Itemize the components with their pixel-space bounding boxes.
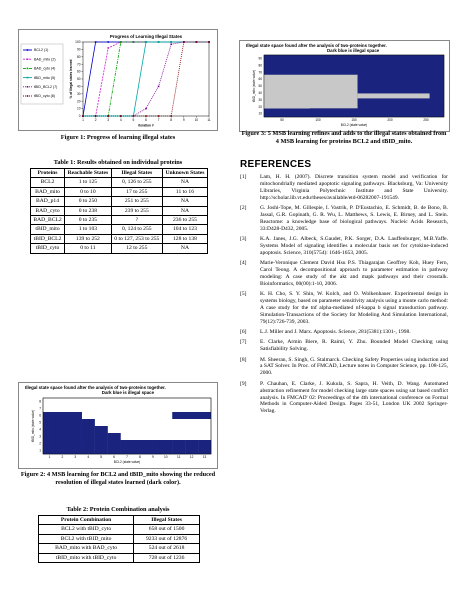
- x-tick-label: 2: [94, 118, 97, 122]
- table-cell: BAD_mito: [31, 187, 65, 196]
- column-header: Unknown States: [162, 169, 207, 178]
- x-axis-label: BCL2 (state value): [340, 123, 368, 127]
- table-cell: 0 to 238: [65, 206, 112, 215]
- table-cell: BAD_p14: [31, 197, 65, 206]
- illegal-cell: [43, 419, 56, 426]
- y-tick-label: 70: [258, 70, 262, 75]
- table-cell: BCL2 with tBID_mito: [39, 534, 134, 543]
- reference-item: [240, 236, 448, 257]
- y-tick-label: 4: [39, 427, 41, 432]
- illegal-cell: [172, 412, 211, 419]
- illegal-cell: [185, 440, 198, 447]
- column-header: Protein Combination: [39, 516, 134, 525]
- reference-number: [3]: [240, 236, 247, 243]
- table-cell: tBID_mito: [31, 225, 65, 234]
- table-cell: NA: [162, 197, 207, 206]
- column-header: Illegal States: [111, 169, 162, 178]
- chart-legend: [21, 44, 63, 104]
- illegal-cell: [69, 419, 82, 426]
- y-tick-label: 20: [258, 104, 262, 109]
- table-row: [39, 534, 200, 543]
- table-cell: 0 to 11: [65, 244, 112, 253]
- legal-region: [264, 96, 325, 99]
- table-cell: 524 out of 2618: [134, 544, 200, 553]
- table-row: [31, 187, 208, 196]
- reference-item: [240, 339, 448, 353]
- legal-region: [264, 84, 343, 87]
- reference-text: K.A. Janes, J.G. Albeck, S.Gaudet, P.K. Sorger, D.A. Lauffenburger, M.B.Yaffe. Systems Model of signaling identifies a molecular basis set for cytokine-induced apoptosis. Science, 310(5754): 1646-1653, 2005.: [260, 236, 448, 256]
- x-tick-label: 7: [157, 118, 160, 122]
- x-tick-label: 9: [182, 118, 185, 122]
- y-axis-label: tBID_mito (state value): [31, 409, 35, 443]
- x-tick-label: 10: [194, 118, 199, 122]
- y-tick-label: 3: [39, 434, 41, 439]
- illegal-cell: [198, 447, 211, 454]
- table2-caption: Table 2: Protein Combination analysis: [66, 506, 170, 513]
- y-tick-label: 8: [39, 399, 41, 404]
- table-row: [39, 553, 200, 562]
- table-cell: 251 to 255: [111, 197, 162, 206]
- illegal-cell: [146, 447, 159, 454]
- y-tick-label: 6: [39, 413, 41, 418]
- data-point: [107, 47, 109, 49]
- reference-item: [240, 381, 448, 416]
- illegal-cell: [56, 440, 69, 447]
- table-row: [31, 244, 208, 253]
- x-tick-label: 6: [145, 118, 147, 122]
- illegal-cell: [95, 433, 108, 440]
- y-tick-label: 10: [76, 106, 81, 111]
- data-point: [183, 41, 185, 43]
- illegal-cell: [121, 440, 134, 447]
- x-tick-label: 13: [202, 455, 207, 459]
- table1: [30, 168, 208, 254]
- figure2-plot: [18, 382, 218, 469]
- table-cell: 0 to 235: [65, 216, 112, 225]
- y-tick-label: 80: [258, 63, 262, 68]
- reference-item: [240, 174, 448, 202]
- illegal-cell: [159, 447, 172, 454]
- legend-marker: [27, 95, 29, 97]
- table-header-row: [31, 169, 208, 178]
- illegal-cell: [69, 426, 82, 433]
- legal-region: [264, 89, 336, 92]
- x-tick-label: 100: [315, 118, 321, 122]
- legal-region: [264, 94, 328, 97]
- x-tick-label: 4: [119, 118, 122, 122]
- legend-label: tBID_mito (5): [34, 75, 56, 80]
- illegal-cell: [95, 447, 108, 454]
- table-row: [31, 225, 208, 234]
- x-axis-label: Iteration #: [138, 123, 154, 128]
- table-cell: 0 to 10: [65, 187, 112, 196]
- illegal-cell: [69, 447, 82, 454]
- table-cell: 17 to 255: [111, 187, 162, 196]
- legend-marker: [27, 49, 29, 51]
- illegal-cell: [43, 440, 56, 447]
- plot-title: Illegal state space found after the analysis of two-proteins together.: [246, 43, 387, 48]
- reference-item: [240, 291, 448, 326]
- illegal-cell: [108, 447, 121, 454]
- x-tick-label: 3: [74, 455, 77, 459]
- legend-label: BAD_cyto (4): [34, 66, 56, 71]
- table-cell: tBID_BCL2: [31, 234, 65, 243]
- reference-text: Lam, H. H. (2007). Discrete transition system model and verification for mitochondrially mediated apoptotic signaling pathways. Blacksburg, Va: University Libraries, Virginia Polytechnic Institute and State University. http://scholar.lib.vt.edu/theses/available/etd-06282007-191549.: [260, 174, 448, 201]
- legal-region: [264, 87, 339, 90]
- legend-marker: [27, 86, 29, 88]
- table-cell: 9233 out of 12876: [134, 534, 200, 543]
- x-tick-label: 5: [132, 118, 135, 122]
- table-cell: 12 to 255: [111, 244, 162, 253]
- x-tick-label: 6: [113, 455, 115, 459]
- illegal-cell: [69, 433, 82, 440]
- illegal-cell: [43, 412, 56, 419]
- legal-region: [264, 106, 310, 109]
- x-tick-label: 5: [100, 455, 103, 459]
- table-cell: 0 to 250: [65, 197, 112, 206]
- data-point: [120, 115, 122, 117]
- table-row: [31, 216, 208, 225]
- y-tick-label: 80: [76, 54, 81, 59]
- table2: [38, 515, 200, 563]
- illegal-cell: [133, 447, 146, 454]
- x-tick-label: 50: [280, 118, 284, 122]
- data-point: [158, 41, 160, 43]
- legend-label: BAD_mito (2): [34, 57, 56, 62]
- data-point: [107, 115, 109, 117]
- table1-wrapper: [30, 168, 208, 254]
- data-point: [145, 41, 147, 43]
- illegal-cell: [198, 440, 211, 447]
- figure3-caption: Figure 3: 5 MSB learning refines and adds to the illegal states obtained from 4 MSB learning for proteins BCL2 and tBID_mito.: [241, 130, 447, 145]
- y-tick-label: 40: [76, 84, 81, 89]
- table-cell: 0, 124 to 255: [111, 225, 162, 234]
- plot-title: Illegal state space found after the analysis of two-proteins together.: [25, 385, 166, 390]
- illegal-cell: [159, 440, 172, 447]
- plot-subtitle: Dark blue is illegal space: [327, 48, 380, 53]
- illegal-cell: [121, 447, 134, 454]
- y-axis-label: % of Illegal states learned: [69, 59, 73, 99]
- x-tick-label: 9: [151, 455, 154, 459]
- y-tick-label: 1: [39, 448, 41, 453]
- y-tick-label: 90: [76, 47, 81, 52]
- illegal-cell: [146, 440, 159, 447]
- table-cell: 658 out of 1500: [134, 525, 200, 534]
- table-cell: 239 to 255: [111, 206, 162, 215]
- figure2-heatmap: [19, 383, 217, 468]
- legend-label: tBID_cyto (8): [34, 94, 55, 99]
- illegal-cell: [69, 412, 82, 419]
- x-tick-label: 4: [87, 455, 90, 459]
- x-axis-label: BCL2 (state value): [113, 460, 141, 464]
- table-cell: BAD_mito with BAD_cyto: [39, 544, 134, 553]
- reference-text: Marie-Veronique Clement David Hsu P.S. Thiagarajan Geoffrey Koh, Huey Fern, Carol Teong. A decompositional approach to parameter estimation in pathway modeling: A case study of the akt and mapk pathways and their crosstalk. Bioinformatics, 00(00):1-10, 2006.: [260, 260, 448, 287]
- chart-title: Progress of Learning Illegal States: [109, 34, 183, 39]
- figure3-heatmap: [240, 41, 449, 131]
- y-tick-label: 70: [76, 62, 81, 67]
- data-point: [120, 41, 122, 43]
- table-cell: 0, 126 to 255: [111, 178, 162, 187]
- illegal-cell: [69, 440, 82, 447]
- x-tick-label: 10: [163, 455, 168, 459]
- legal-region: [264, 101, 317, 104]
- table-cell: 139 to 252: [65, 234, 112, 243]
- x-tick-label: 11: [207, 118, 211, 122]
- table-row: [39, 544, 200, 553]
- x-tick-label: 1: [48, 455, 51, 459]
- legal-region: [264, 92, 332, 95]
- illegal-cell: [172, 440, 185, 447]
- legend-label: BCL2 (1): [34, 48, 49, 53]
- table-cell: BAD_BCL2: [31, 216, 65, 225]
- reference-number: [1]: [240, 174, 247, 180]
- figure1-caption: Figure 1: Progress of learning illegal states: [60, 134, 176, 141]
- reference-text: M. Sheeran, S. Singh, G. Stalmarck. Checking Safety Properties using induction and a SAT Solver. In Proc. of FMCAD, Lecture notes in Computer Science, pp. 108-125, 2000.: [260, 356, 448, 377]
- reference-text: P. Chauhan, E. Clarke, J. Kukula, S. Sapra, H. Veith, D. Wang. Automated abstraction refinement for model checking large state spaces using sat based conflict analysis. In FMCAD' 02: Proceedings of the 4th international conference on Formal Methods in Computer-Aided Design. Pages 33-51, London UK 2002 Springer-Verlag.: [260, 380, 448, 415]
- illegal-cell: [43, 447, 56, 454]
- illegal-cell: [133, 440, 146, 447]
- data-point: [170, 115, 172, 117]
- y-tick-label: 100: [75, 40, 81, 45]
- legal-region: [264, 82, 347, 85]
- x-tick-label: 250: [423, 118, 429, 122]
- references-list: [240, 174, 448, 419]
- legend-label: tBID_BCL2 (7): [34, 85, 58, 89]
- y-tick-label: 20: [76, 99, 81, 104]
- x-tick-label: 150: [351, 118, 357, 122]
- illegal-cell: [95, 440, 108, 447]
- reference-number: [5]: [240, 291, 247, 298]
- column-header: Proteins: [31, 169, 65, 178]
- data-point: [170, 43, 172, 45]
- y-tick-label: 10: [258, 111, 262, 116]
- y-tick-label: 0: [78, 114, 81, 119]
- reference-item: [240, 357, 448, 378]
- table-cell: 0 to 127, 253 to 255: [111, 234, 162, 243]
- y-tick-label: 7: [39, 406, 41, 411]
- y-tick-label: 40: [258, 90, 262, 95]
- table-cell: BCL2: [31, 178, 65, 187]
- data-point: [208, 41, 210, 43]
- y-tick-label: 50: [76, 77, 81, 82]
- illegal-cell: [56, 419, 69, 426]
- table-cell: 1 to 103: [65, 225, 112, 234]
- plot-subtitle: Dark blue is illegal space: [101, 390, 155, 395]
- illegal-cell: [43, 433, 56, 440]
- illegal-cell: [56, 412, 69, 419]
- table-row: [31, 197, 208, 206]
- legal-region: [264, 80, 350, 83]
- reference-number: [4]: [240, 260, 247, 267]
- column-header: Illegal States: [134, 516, 200, 525]
- illegal-region: [264, 108, 444, 117]
- table-cell: tBID_cyto: [31, 244, 65, 253]
- table1-caption: Table 1: Results obtained on individual proteins: [53, 159, 183, 166]
- table2-wrapper: [38, 515, 200, 563]
- figure1-chart: [18, 29, 218, 131]
- table-cell: NA: [162, 178, 207, 187]
- table-cell: 11 to 16: [162, 187, 207, 196]
- data-point: [107, 41, 109, 43]
- data-point: [95, 41, 97, 43]
- legal-region: [358, 93, 430, 98]
- table-cell: BAD_cyto: [31, 206, 65, 215]
- data-point: [158, 86, 160, 88]
- reference-text: K. H. Cho, S. Y. Shin, W. Kolch, and O. Wolkenhauer. Experimental design in systems biology, based on parameter sensitivity analysis using a monte carlo method: A case study for the tnf alpha-mediated nf-kappa b signal transduction pathway. Simulation-Transactions of the Society for Modeling And Simulation International, 79(12):726-739, 2003.: [260, 291, 448, 325]
- illegal-cell: [82, 426, 95, 433]
- table-row: [39, 525, 200, 534]
- x-tick-label: 7: [126, 455, 128, 459]
- illegal-cell: [56, 433, 69, 440]
- plot-area: [83, 42, 209, 116]
- table-cell: 1 to 125: [65, 178, 112, 187]
- y-tick-label: 90: [258, 56, 262, 61]
- y-tick-label: 50: [258, 84, 262, 89]
- progress-line-chart: [19, 30, 217, 130]
- data-point: [133, 115, 135, 117]
- illegal-cell: [172, 447, 185, 454]
- data-point: [82, 115, 84, 117]
- table-header-row: [39, 516, 200, 525]
- column-header: Reachable States: [65, 169, 112, 178]
- table-cell: 728 out of 1236: [134, 553, 200, 562]
- illegal-cell: [185, 447, 198, 454]
- data-point: [158, 115, 160, 117]
- y-axis-label: tBID_mito (state value): [252, 69, 256, 103]
- x-tick-label: 3: [107, 118, 110, 122]
- illegal-cell: [56, 426, 69, 433]
- reference-number: [9]: [240, 380, 247, 387]
- table-cell: tBID_mito with tBID_cyto: [39, 553, 134, 562]
- legend-marker: [27, 68, 29, 70]
- reference-number: [6]: [240, 329, 247, 336]
- y-tick-label: 60: [258, 77, 262, 82]
- table-row: [31, 234, 208, 243]
- reference-number: [2]: [240, 205, 247, 212]
- x-tick-label: 8: [170, 118, 173, 122]
- legal-region: [264, 99, 321, 102]
- figure3-plot: [239, 40, 450, 132]
- reference-text: L.J. Miller and J. Marx. Apoptosis. Science, 281(5381):1301-, 1998.: [260, 329, 411, 336]
- y-tick-label: 5: [39, 420, 41, 425]
- reference-number: [8]: [240, 356, 247, 363]
- figure2-caption: Figure 2: 4 MSB learning for BCL2 and tBID_mito showing the reduced resolution of illegal states learned (dark color).: [20, 471, 216, 486]
- legend-marker: [27, 58, 29, 60]
- x-tick-label: 11: [177, 455, 181, 459]
- reference-text: E. Clarke, Armin Biere, R. Raimi, Y. Zhu. Bounded Model Checking using Satisfiability Solving.: [260, 339, 448, 353]
- legal-region: [264, 77, 354, 80]
- x-tick-label: 200: [387, 118, 393, 122]
- data-point: [145, 115, 147, 117]
- table-cell: ?: [111, 216, 162, 225]
- table-cell: NA: [162, 206, 207, 215]
- illegal-cell: [82, 419, 95, 426]
- reference-item: [240, 260, 448, 288]
- y-tick-label: 30: [76, 91, 81, 96]
- data-point: [145, 108, 147, 110]
- table-cell: NA: [162, 244, 207, 253]
- illegal-cell: [82, 440, 95, 447]
- illegal-cell: [43, 426, 56, 433]
- data-point: [133, 41, 135, 43]
- table-row: [31, 178, 208, 187]
- data-point: [196, 41, 198, 43]
- data-point: [95, 115, 97, 117]
- table-cell: 236 to 255: [162, 216, 207, 225]
- x-tick-label: 1: [82, 118, 84, 122]
- reference-item: [240, 329, 448, 336]
- x-tick-label: 12: [189, 455, 194, 459]
- y-tick-label: 2: [39, 441, 41, 446]
- data-point: [170, 41, 172, 43]
- reference-number: [7]: [240, 339, 247, 346]
- table-cell: 128 to 138: [162, 234, 207, 243]
- y-tick-label: 60: [76, 69, 81, 74]
- legal-region: [264, 75, 358, 78]
- legend-marker: [27, 77, 29, 79]
- reference-text: G. Joshi-Tope, M. Gillespie, I. Vastrik, P. D'Eustachio, E. Schmidt, B. de Bono, B. Jassal, G.R. Gopinath, G. R. Wu, L. Matthews, S. Lewis, E. Birney, and L. Stein. Reactome: a knowledge base of biological pathways. Nucleic Acids Research, 33:D428-D432, 2005.: [260, 205, 448, 232]
- reference-item: [240, 205, 448, 233]
- x-tick-label: 2: [61, 455, 64, 459]
- table-row: [31, 206, 208, 215]
- illegal-cell: [82, 447, 95, 454]
- illegal-cell: [108, 433, 121, 440]
- illegal-cell: [56, 447, 69, 454]
- illegal-region: [358, 75, 444, 106]
- y-tick-label: 30: [258, 97, 262, 102]
- illegal-cell: [82, 433, 95, 440]
- x-tick-label: 8: [139, 455, 141, 459]
- illegal-cell: [108, 440, 121, 447]
- illegal-cell: [95, 426, 108, 433]
- legal-region: [264, 104, 313, 107]
- references-heading: REFERENCES: [240, 159, 312, 170]
- table-cell: BCL2 with tBID_cyto: [39, 525, 134, 534]
- table-cell: 104 to 123: [162, 225, 207, 234]
